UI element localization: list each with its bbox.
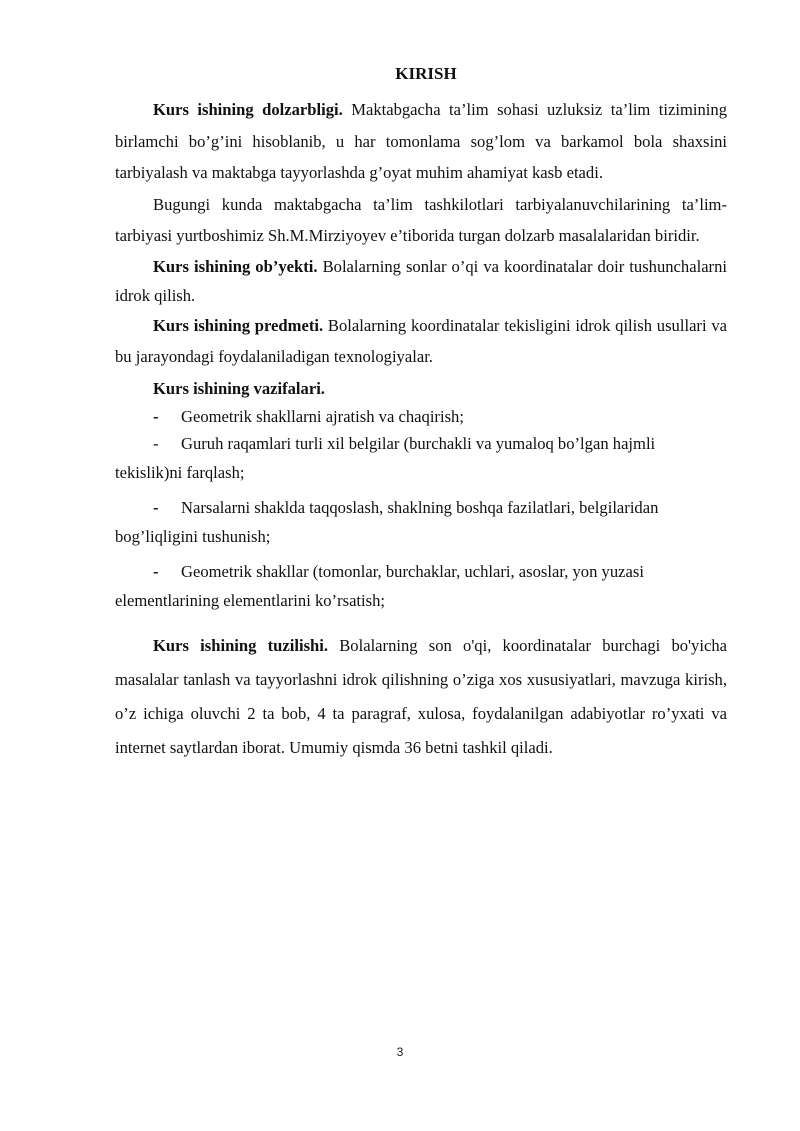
list-item-text: Geometrik shakllar (tomonlar, burchaklar, uchlari, asoslar, yon yuzasi (181, 561, 644, 581)
list-item (115, 404, 727, 429)
list-item-continuation: bog’liqligini tushunish; (115, 526, 271, 546)
list-marker: - (153, 561, 159, 581)
paragraph-dolzarbligi (115, 94, 727, 189)
list-marker: - (153, 406, 159, 426)
section-heading-vazifalari: Kurs ishining vazifalari. (153, 378, 325, 398)
document-page (115, 60, 727, 765)
list-marker: - (153, 497, 159, 517)
list-item-text: Narsalarni shaklda taqqoslash, shaklning boshqa fazilatlari, belgilaridan (181, 497, 659, 517)
paragraph-text: Maktabgacha ta’lim sohasi uzluksiz ta’lim tizimining birlamchi bo’g’ini hisoblanib, u har tomonlama sog’lom va barkamol bola shaxsini tarbiyalash va maktabga tayyorlashda g’oyat muhim ahamiyat kasb etadi. (115, 100, 727, 182)
paragraph-tuzilishi (115, 629, 727, 765)
paragraph-lead: Kurs ishining dolzarbligi. (153, 100, 343, 119)
list-item-text: Guruh raqamlari turli xil belgilar (burchakli va yumaloq bo’lgan hajmli (181, 433, 656, 453)
paragraph-bugungi: Bugungi kunda maktabgacha ta’lim tashkilotlari tarbiyalanuvchilarining ta’lim-tarbiyasi yurtboshimiz Sh.M.Mirziyoyev e’tiborida turgan dolzarb masalalaridan biridir. (115, 194, 727, 245)
list-item-continuation: tekislik)ni farqlash; (115, 462, 245, 482)
paragraph-lead: Kurs ishining ob’yekti. (153, 256, 318, 276)
list-item (115, 557, 727, 615)
list-marker: - (153, 433, 159, 453)
paragraph-text: Bolalarning koordinatalar tekisligini idrok qilish usullari va bu jarayondagi foydalaniladigan texnologiyalar. (115, 315, 727, 366)
paragraph-lead: Kurs ishining predmeti. (153, 315, 324, 335)
paragraph-lead: Kurs ishining tuzilishi. (153, 635, 329, 655)
list-item-text: Geometrik shakllarni ajratish va chaqirish; (181, 406, 464, 426)
list-item (115, 493, 727, 551)
list-item (115, 429, 727, 487)
page-title: KIRISH (395, 64, 457, 83)
paragraph-predmeti (115, 310, 727, 373)
page-number: 3 (396, 1045, 404, 1059)
paragraph-text: Bolalarning son o'qi, koordinatalar burchagi bo'yicha masalalar tanlash va tayyorlashni idrok qilishning o’ziga xos xususiyatlari, mavzuga kirish, o’z ichiga oluvchi 2 ta bob, 4 ta paragraf, xulosa, foydalanilgan adabiyotlar ro’yxati va internet saytlardan iborat. Umumiy qismda 36 betni tashkil qiladi. (115, 635, 727, 757)
paragraph-text: Bolalarning sonlar o’qi va koordinatalar doir tushunchalarni idrok qilish. (115, 256, 727, 305)
paragraph-obyekti (115, 252, 727, 310)
list-item-continuation: elementlarining elementlarini ko’rsatish; (115, 590, 386, 610)
